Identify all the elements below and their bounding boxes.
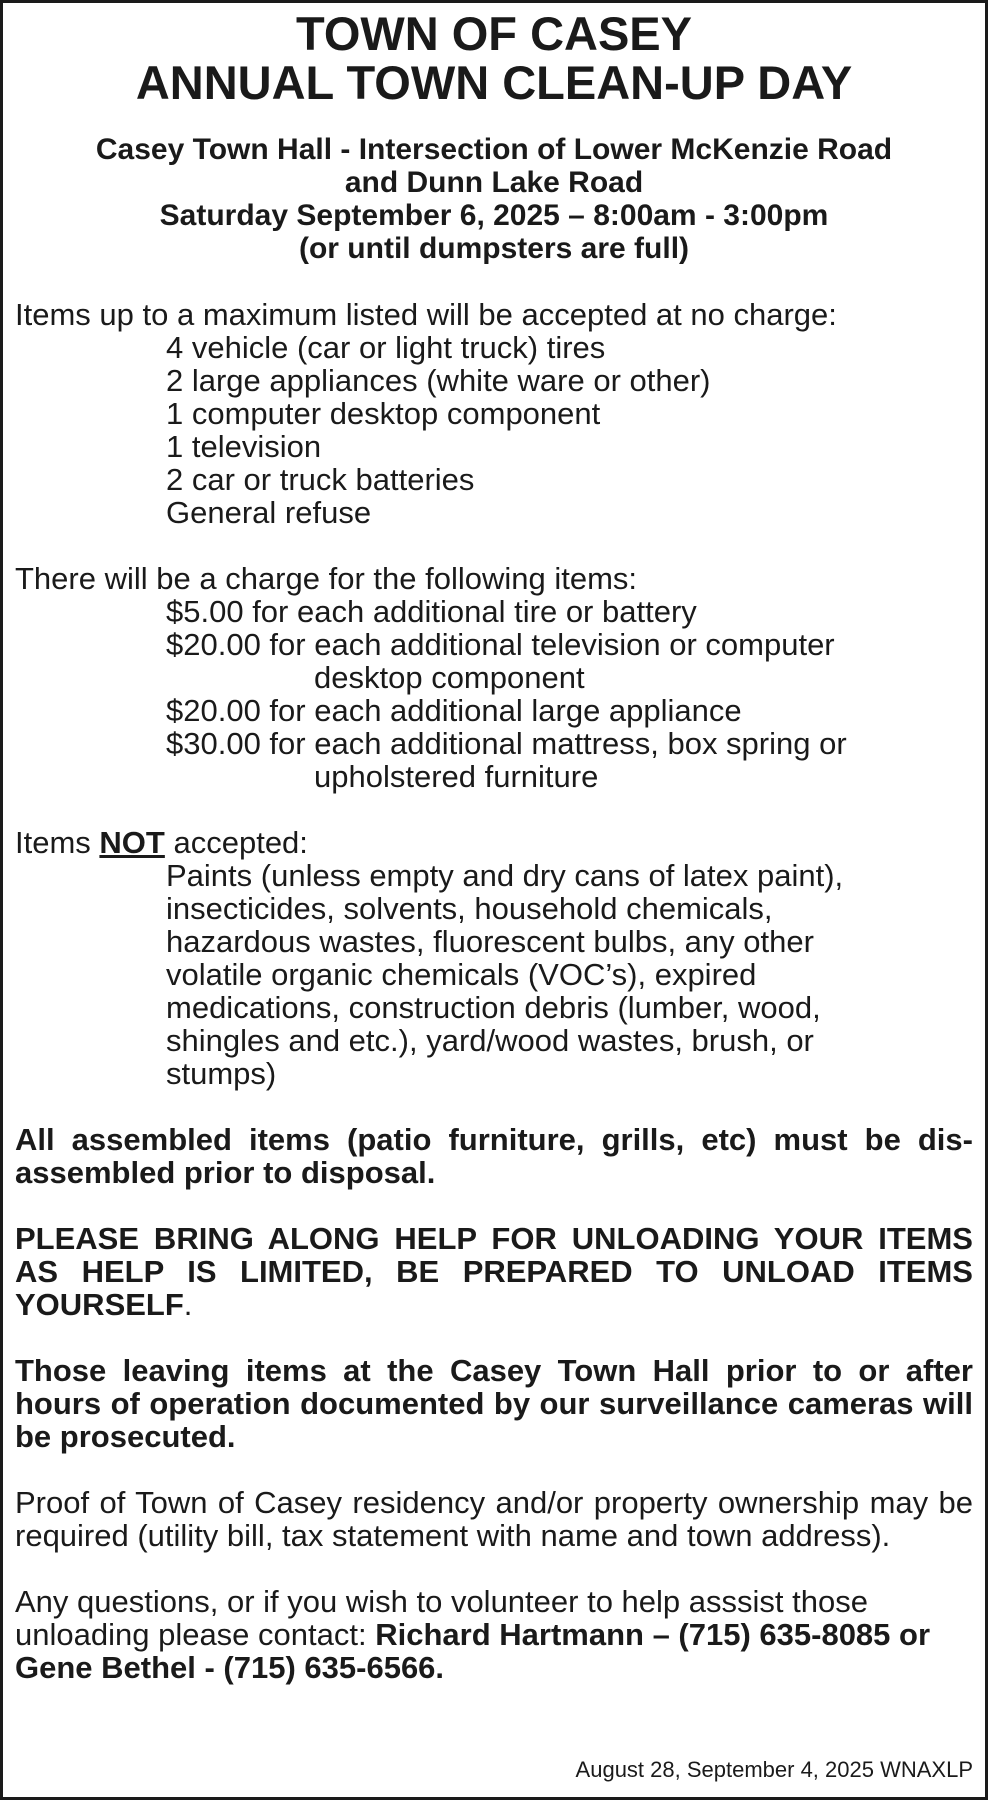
condition-line: (or until dumpsters are full) [298, 232, 690, 265]
not-accepted-section [15, 826, 973, 1090]
prosecution-warning: Those leaving items at the Casey Town Hall prior to or after hours of operation documented by our surveillance cameras will be prosecuted. [15, 1353, 973, 1454]
charge-item-text: $20.00 for each additional television or computer [166, 627, 835, 662]
list-item: 2 large appliances (white ware or other) [166, 363, 711, 398]
not-accepted-intro [15, 826, 973, 859]
title-line-2: ANNUAL TOWN CLEAN-UP DAY [135, 56, 853, 109]
location-line-2: and Dunn Lake Road [344, 166, 644, 199]
charge-item [15, 595, 973, 628]
list-item: General refuse [166, 495, 372, 530]
free-items-intro: Items up to a maximum listed will be accepted at no charge: [15, 297, 837, 332]
not-accepted-line: volatile organic chemicals (VOC’s), expired [166, 957, 757, 992]
publication-dates: August 28, September 4, 2025 WNAXLP [575, 1757, 973, 1782]
charge-item-text: $20.00 for each additional large appliance [166, 693, 742, 728]
title-line-1: TOWN OF CASEY [295, 7, 693, 60]
charge-item-continuation: desktop component [314, 660, 585, 695]
not-accepted-suffix: accepted: [173, 825, 308, 860]
not-accepted-prefix: Items [15, 825, 91, 860]
not-accepted-list [15, 859, 973, 1090]
event-details [15, 133, 973, 265]
not-emphasis: NOT [99, 825, 165, 860]
date-time-line: Saturday September 6, 2025 – 8:00am - 3:00pm [159, 199, 829, 232]
help-notice [15, 1222, 973, 1321]
free-items-list [15, 331, 973, 529]
list-item: 2 car or truck batteries [166, 462, 475, 497]
disassembly-note: All assembled items (patio furniture, grills, etc) must be dis-assembled prior to disposal. [15, 1122, 973, 1190]
not-accepted-line: stumps) [166, 1056, 277, 1091]
list-item: 1 television [166, 429, 322, 464]
not-accepted-line: insecticides, solvents, household chemicals, [166, 891, 773, 926]
not-accepted-line: Paints (unless empty and dry cans of latex paint), [166, 858, 844, 893]
charge-item [15, 628, 973, 694]
charges-section [15, 562, 973, 793]
location-line-1: Casey Town Hall - Intersection of Lower McKenzie Road [95, 133, 893, 166]
not-accepted-line: shingles and etc.), yard/wood wastes, brush, or [166, 1023, 814, 1058]
free-items-section [15, 298, 973, 529]
charge-item-text: $5.00 for each additional tire or battery [166, 594, 697, 629]
list-item: 1 computer desktop component [166, 396, 601, 431]
help-notice-text: PLEASE BRING ALONG HELP FOR UNLOADING YOUR ITEMS AS HELP IS LIMITED, BE PREPARED TO UNLOAD ITEMS YOURSELF [15, 1221, 973, 1322]
charge-item-continuation: upholstered furniture [314, 759, 599, 794]
not-accepted-line: medications, construction debris (lumber, wood, [166, 990, 821, 1025]
contact-details: Richard Hartmann – (715) 635-8085 or Gene Bethel - (715) 635-6566. [15, 1617, 931, 1685]
contact-prefix: Any questions, or if you wish to volunteer to help asssist those unloading please contact: [15, 1584, 868, 1652]
contact-section [15, 1585, 973, 1684]
residency-note: Proof of Town of Casey residency and/or property ownership may be required (utility bill, tax statement with name and town address). [15, 1485, 973, 1553]
charges-intro: There will be a charge for the following items: [15, 561, 638, 596]
charge-item [15, 727, 973, 793]
charge-item-text: $30.00 for each additional mattress, box spring or [166, 726, 847, 761]
help-notice-period: . [183, 1287, 193, 1322]
list-item: 4 vehicle (car or light truck) tires [166, 330, 606, 365]
not-accepted-line: hazardous wastes, fluorescent bulbs, any other [166, 924, 814, 959]
notice-title [15, 9, 973, 107]
charge-item [15, 694, 973, 727]
